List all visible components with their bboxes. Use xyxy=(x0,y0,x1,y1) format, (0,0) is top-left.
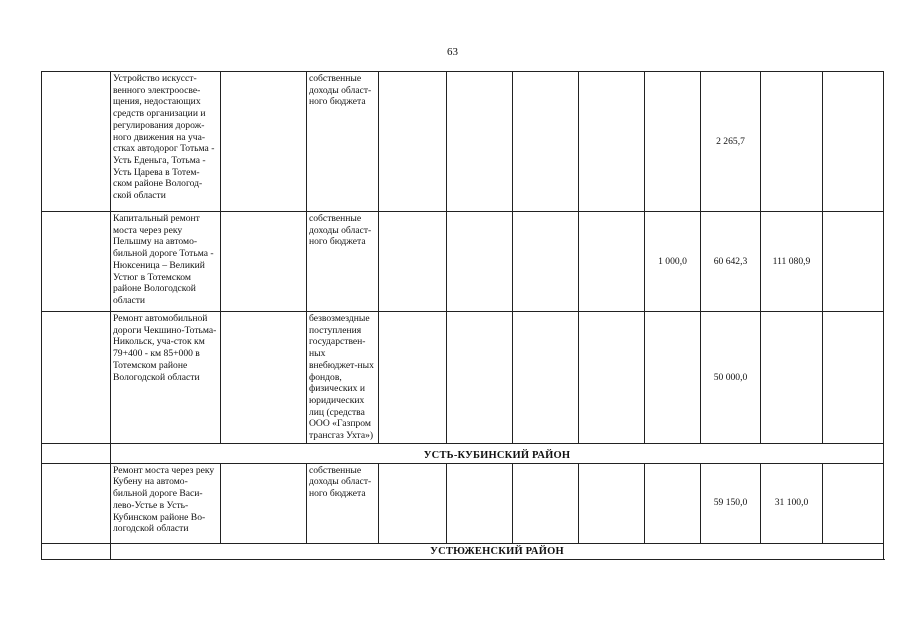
value-cell xyxy=(579,212,645,312)
value-cell xyxy=(823,312,884,444)
measure-name-cell: Устройство искусст-венного электроосве-щения, недостающих средств организации и регулирования дорож-ного движения на уча-стках автодорог Тотьма - Усть Еденьга, Тотьма - Усть Царева в Тотем-ском районе Вологод-ской области xyxy=(111,72,221,212)
value-cell: 2 265,7 xyxy=(701,72,761,212)
number-cell xyxy=(42,212,111,312)
value-cell xyxy=(579,312,645,444)
value-cell xyxy=(379,463,447,543)
number-cell xyxy=(42,463,111,543)
value-cell xyxy=(645,72,701,212)
value-cell: 111 080,9 xyxy=(761,212,823,312)
value-cell xyxy=(513,312,579,444)
empty-cell xyxy=(221,463,307,543)
measure-name-cell: Ремонт моста через реку Кубену на автомо-бильной дороге Васи-лево-Устье в Усть-Кубинском районе Во-логодской области xyxy=(111,463,221,543)
value-cell xyxy=(579,463,645,543)
table-row xyxy=(42,72,884,212)
funding-source-cell: собственные доходы област-ного бюджета xyxy=(307,72,379,212)
value-cell xyxy=(823,463,884,543)
section-heading: УСТЮЖЕНСКИЙ РАЙОН xyxy=(111,543,884,559)
funding-source-cell: собственные доходы област-ного бюджета xyxy=(307,212,379,312)
number-cell xyxy=(42,312,111,444)
value-cell xyxy=(379,72,447,212)
value-cell xyxy=(645,463,701,543)
value-cell xyxy=(761,72,823,212)
measure-name-cell: Ремонт автомобильной дороги Чекшино-Тотьма-Никольск, уча-сток км 79+400 - км 85+000 в Тотемском районе Вологодской области xyxy=(111,312,221,444)
value-cell xyxy=(379,212,447,312)
value-cell xyxy=(513,463,579,543)
value-cell: 31 100,0 xyxy=(761,463,823,543)
value-cell xyxy=(513,212,579,312)
number-cell xyxy=(42,543,111,559)
value-cell: 50 000,0 xyxy=(701,312,761,444)
value-cell xyxy=(645,312,701,444)
value-cell: 1 000,0 xyxy=(645,212,701,312)
number-cell xyxy=(42,443,111,463)
table-row xyxy=(42,312,884,444)
section-row xyxy=(42,443,884,463)
table-row xyxy=(42,212,884,312)
table-body xyxy=(42,72,884,560)
budget-table xyxy=(41,71,884,560)
table-row xyxy=(42,463,884,543)
value-cell xyxy=(761,312,823,444)
value-cell xyxy=(579,72,645,212)
value-cell xyxy=(823,72,884,212)
funding-source-cell: собственные доходы област-ного бюджета xyxy=(307,463,379,543)
value-cell: 59 150,0 xyxy=(701,463,761,543)
funding-source-cell: безвозмездные поступления государствен-ных внебюджет-ных фондов, физических и юридических лиц (средства ООО «Газпром трансгаз Ухта») xyxy=(307,312,379,444)
empty-cell xyxy=(221,72,307,212)
value-cell xyxy=(823,212,884,312)
empty-cell xyxy=(221,312,307,444)
section-row xyxy=(42,543,884,559)
value-cell xyxy=(379,312,447,444)
value-cell xyxy=(447,212,513,312)
page-number: 63 xyxy=(447,46,458,58)
empty-cell xyxy=(221,212,307,312)
value-cell xyxy=(447,312,513,444)
number-cell xyxy=(42,72,111,212)
value-cell xyxy=(447,72,513,212)
value-cell xyxy=(447,463,513,543)
measure-name-cell: Капитальный ремонт моста через реку Пельшму на автомо-бильной дороге Тотьма - Нюксеница – Великий Устюг в Тотемском районе Вологодской области xyxy=(111,212,221,312)
value-cell xyxy=(513,72,579,212)
value-cell: 60 642,3 xyxy=(701,212,761,312)
section-heading: УСТЬ-КУБИНСКИЙ РАЙОН xyxy=(111,443,884,463)
